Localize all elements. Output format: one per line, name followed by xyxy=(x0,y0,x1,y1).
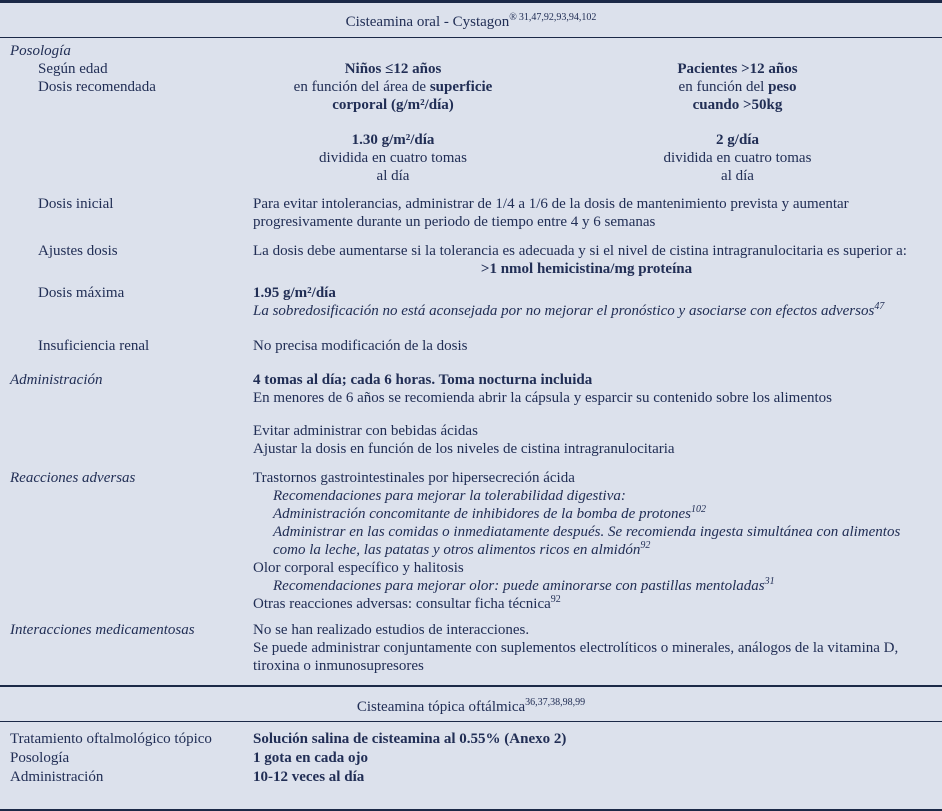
reaccion-rec1: Recomendaciones para mejorar la tolerabilidad digestiva: xyxy=(273,488,626,504)
ninos-base-line2: corporal (g/m²/día) xyxy=(332,97,454,113)
cell-administracion-topica xyxy=(253,768,942,787)
row-reacciones-adversas xyxy=(0,469,942,613)
administracion-linea1: 4 tomas al día; cada 6 horas. Toma nocturna incluida xyxy=(253,372,593,388)
ninos-base-pre: en función del área de xyxy=(293,79,430,95)
label-dosis-inicial: Dosis inicial xyxy=(38,196,114,212)
cell-interacciones xyxy=(253,621,942,675)
reaccion-item3-ref: 92 xyxy=(550,594,561,605)
reaccion-rec3 xyxy=(253,523,942,559)
pacientes-dosis-valor: 2 g/día xyxy=(716,132,759,148)
posologia-topica-valor: 1 gota en cada ojo xyxy=(253,750,368,766)
row-tratamiento-topico xyxy=(0,730,942,749)
label-ajustes-dosis: Ajustes dosis xyxy=(38,243,118,259)
interacciones-linea2: Se puede administrar conjuntamente con suplementos electrolíticos o minerales, análogos de la vitamina D, tiroxina o inmunosupresores xyxy=(253,640,899,674)
dosis-inicial-texto: Para evitar intolerancias, administrar de 1/4 a 1/6 de la dosis de mantenimiento prevista y aumentar progresivamente durante un periodo de tiempo entre 4 y 6 semanas xyxy=(253,196,849,230)
label-segun-edad: Según edad xyxy=(38,61,108,77)
reaccion-rec2 xyxy=(253,505,942,523)
reaccion-item3-texto: Otras reacciones adversas: consultar ficha técnica xyxy=(253,596,551,612)
reaccion-item2: Olor corporal específico y halitosis xyxy=(253,560,464,576)
pacientes-dosis-detalle2: al día xyxy=(721,168,754,184)
col-pacientes-base xyxy=(533,78,942,114)
ajustes-dosis-umbral: >1 nmol hemicistina/mg proteína xyxy=(480,261,693,277)
topical-section-title: Cisteamina tópica oftálmica xyxy=(356,699,526,715)
ninos-dosis-detalle2: al día xyxy=(376,168,410,184)
cell-insuficiencia-renal xyxy=(253,337,942,355)
ninos-base-line1 xyxy=(253,78,533,96)
reaccion-rec2-ref: 102 xyxy=(691,504,707,515)
oral-section-superscripts xyxy=(509,12,596,23)
dosis-maxima-nota xyxy=(253,302,942,320)
cell-reacciones-adversas xyxy=(253,469,942,613)
col-ninos-base xyxy=(253,78,533,114)
label-insuficiencia-renal: Insuficiencia renal xyxy=(38,338,150,354)
oral-section-header xyxy=(0,3,942,38)
cell-posologia-topica xyxy=(253,749,942,768)
reaccion-rec3-ref: 92 xyxy=(640,540,651,551)
interacciones-linea1: No se han realizado estudios de interacciones. xyxy=(253,622,530,638)
cell-ajustes-dosis xyxy=(253,242,942,278)
label-posologia-topica: Posología xyxy=(10,750,70,766)
ninos-dosis-detalle1: dividida en cuatro tomas xyxy=(319,150,467,166)
label-administracion: Administración xyxy=(10,372,103,388)
row-dosis-inicial xyxy=(0,195,942,231)
label-dosis-maxima: Dosis máxima xyxy=(38,285,125,301)
col-ninos-title: Niños ≤12 años xyxy=(344,61,442,77)
reaccion-item1: Trastornos gastrointestinales por hipersecreción ácida xyxy=(253,470,575,486)
cell-tratamiento-topico xyxy=(253,730,942,749)
row-administracion xyxy=(0,371,942,458)
cell-dosis-diaria xyxy=(253,131,942,185)
row-administracion-topica xyxy=(0,768,942,787)
cell-segun-edad xyxy=(253,60,942,78)
administracion-linea3: Evitar administrar con bebidas ácidas xyxy=(253,423,478,439)
dosis-maxima-nota-ref: 47 xyxy=(874,301,885,312)
registered-mark: ® xyxy=(509,12,517,23)
topical-section-references: 36,37,38,98,99 xyxy=(525,697,586,708)
label-tratamiento-topico: Tratamiento oftalmológico tópico xyxy=(10,731,212,747)
pacientes-base-pre: en función del xyxy=(678,79,769,95)
label-posologia: Posología xyxy=(10,43,71,59)
oral-section-title: Cisteamina oral - Cystagon xyxy=(345,14,510,30)
reaccion-item3 xyxy=(253,595,942,613)
reaccion-rec4 xyxy=(253,577,942,595)
col-ninos-dosis xyxy=(253,131,533,185)
row-posologia-topica xyxy=(0,749,942,768)
topical-rows xyxy=(0,722,942,787)
row-ajustes-dosis xyxy=(0,242,942,278)
label-reacciones-adversas: Reacciones adversas xyxy=(10,470,136,486)
row-segun-edad xyxy=(0,60,942,78)
label-interacciones: Interacciones medicamentosas xyxy=(10,622,195,638)
pacientes-dosis-detalle1: dividida en cuatro tomas xyxy=(663,150,812,166)
ninos-dosis-valor: 1.30 g/m²/día xyxy=(351,132,435,148)
row-insuficiencia-renal xyxy=(0,337,942,355)
row-posologia xyxy=(0,42,942,60)
col-pacientes-title: Pacientes >12 años xyxy=(677,61,798,77)
insuficiencia-renal-texto: No precisa modificación de la dosis xyxy=(253,338,468,354)
cell-dosis-recomendada xyxy=(253,78,942,114)
row-interacciones xyxy=(0,621,942,675)
pacientes-base-line1 xyxy=(533,78,942,96)
reaccion-rec3-texto: Administrar en las comidas o inmediatamente después. Se recomienda ingesta simultánea con alimentos como la leche, las patatas y otros alimentos ricos en almidón xyxy=(273,524,901,558)
ajustes-dosis-texto: La dosis debe aumentarse si la tolerancia es adecuada y si el nivel de cistina intragranulocitaria es superior a: xyxy=(253,243,907,259)
cell-dosis-maxima xyxy=(253,284,942,320)
reaccion-rec4-texto: Recomendaciones para mejorar olor: puede aminorarse con pastillas mentoladas xyxy=(273,578,765,594)
topical-section-header xyxy=(0,685,942,722)
label-dosis-recomendada: Dosis recomendada xyxy=(38,79,156,95)
pacientes-base-line2: cuando >50kg xyxy=(692,97,783,113)
pacientes-base-bold: peso xyxy=(768,79,797,95)
administracion-linea4: Ajustar la dosis en función de los niveles de cistina intragranulocitaria xyxy=(253,441,675,457)
cell-administracion xyxy=(253,371,942,458)
row-dosis-recomendada xyxy=(0,78,942,114)
label-administracion-topica: Administración xyxy=(10,769,104,785)
col-pacientes-dosis xyxy=(533,131,942,185)
row-dosis-maxima xyxy=(0,284,942,320)
dosis-maxima-nota-texto: La sobredosificación no está aconsejada por no mejorar el pronóstico y asociarse con efectos adversos xyxy=(253,303,875,319)
row-dosis-diaria xyxy=(0,131,942,185)
reaccion-rec2-texto: Administración concomitante de inhibidores de la bomba de protones xyxy=(273,506,692,522)
administracion-topica-valor: 10-12 veces al día xyxy=(253,769,365,785)
administracion-linea2: En menores de 6 años se recomienda abrir la cápsula y esparcir su contenido sobre los alimentos xyxy=(253,390,832,406)
oral-section-references: 31,47,92,93,94,102 xyxy=(518,12,597,23)
dosis-maxima-valor: 1.95 g/m²/día xyxy=(253,285,336,301)
cell-dosis-inicial xyxy=(253,195,942,231)
tratamiento-topico-valor: Solución salina de cisteamina al 0.55% (Anexo 2) xyxy=(253,731,567,747)
reaccion-rec4-ref: 31 xyxy=(764,576,775,587)
ninos-base-bold: superficie xyxy=(429,79,493,95)
